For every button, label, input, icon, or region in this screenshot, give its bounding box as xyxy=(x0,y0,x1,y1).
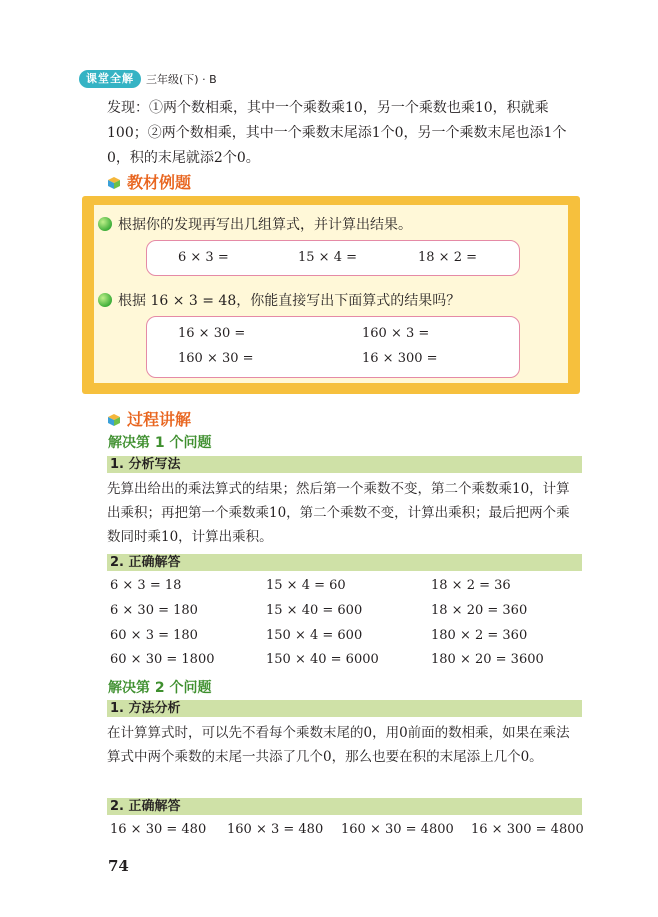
example-section-title: 教材例题 xyxy=(127,173,192,192)
answer-cell: 6 × 30 = 180 xyxy=(110,603,198,618)
question-2-text: 根据 16 × 3 = 48，你能直接写出下面算式的结果吗？ xyxy=(118,293,461,309)
question-1-text: 根据你的发现再写出几组算式，并计算出结果。 xyxy=(118,217,412,233)
answer-cell: 16 × 300 = 4800 xyxy=(471,822,584,837)
answer-cell: 160 × 30 = 4800 xyxy=(341,822,454,837)
problem-2-step-2-bar: 2. 正确解答 xyxy=(107,798,582,815)
question-2 xyxy=(98,290,460,310)
intro-paragraph: 发现：①两个数相乘，其中一个乘数乘10，另一个乘数也乘10，积就乘100；②两个数相乘，其中一个乘数末尾添1个0，另一个乘数末尾也添1个0，积的末尾就添2个0。 xyxy=(107,100,567,166)
answer-cell: 180 × 2 = 360 xyxy=(431,628,528,643)
problem-2-title: 解决第 2 个问题 xyxy=(108,680,212,696)
answer-cell: 18 × 2 = 36 xyxy=(431,578,511,593)
q1-expr: 15 × 4 = xyxy=(298,250,357,265)
q2-expr: 160 × 3 = xyxy=(362,326,430,341)
answer-cell: 15 × 4 = 60 xyxy=(266,578,346,593)
answer-cell: 160 × 3 = 480 xyxy=(227,822,324,837)
cube-icon xyxy=(107,413,121,427)
bullet-icon xyxy=(98,293,112,307)
cube-icon xyxy=(107,176,121,190)
answer-cell: 6 × 3 = 18 xyxy=(110,578,182,593)
answer-cell: 60 × 30 = 1800 xyxy=(110,652,215,667)
process-section-title: 过程讲解 xyxy=(127,410,192,429)
question-1 xyxy=(98,214,412,234)
q2-expr: 16 × 30 = xyxy=(178,326,246,341)
problem-2-step-1-bar: 1. 方法分析 xyxy=(107,700,582,717)
grade-label: 三年级(下) · B xyxy=(146,73,217,86)
q2-expr: 16 × 300 = xyxy=(362,351,438,366)
example-section-heading xyxy=(107,170,191,193)
answer-cell: 150 × 4 = 600 xyxy=(266,628,363,643)
answer-cell: 60 × 3 = 180 xyxy=(110,628,198,643)
q1-expr: 6 × 3 = xyxy=(178,250,229,265)
book-logo: 课堂全解 xyxy=(79,70,141,88)
problem-1-title: 解决第 1 个问题 xyxy=(108,435,212,451)
q2-expr: 160 × 30 = xyxy=(178,351,254,366)
process-section-heading xyxy=(107,407,191,430)
answer-cell: 16 × 30 = 480 xyxy=(110,822,207,837)
answer-cell: 15 × 40 = 600 xyxy=(266,603,363,618)
bullet-icon xyxy=(98,217,112,231)
page-number: 74 xyxy=(108,857,129,875)
answer-cell: 180 × 20 = 3600 xyxy=(431,652,544,667)
answer-cell: 18 × 20 = 360 xyxy=(431,603,528,618)
problem-1-analysis: 先算出给出的乘法算式的结果；然后第一个乘数不变，第二个乘数乘10，计算出乘积；再把第一个乘数乘10，第二个乘数不变，计算出乘积；最后把两个乘数同时乘10，计算出乘积。 xyxy=(107,481,570,545)
problem-1-step-1-bar: 1. 分析写法 xyxy=(107,456,582,473)
problem-1-step-2-bar: 2. 正确解答 xyxy=(107,554,582,571)
problem-2-analysis: 在计算算式时，可以先不看每个乘数末尾的0，用0前面的数相乘，如果在乘法算式中两个乘数的末尾一共添了几个0，那么也要在积的末尾添上几个0。 xyxy=(107,725,570,765)
answer-cell: 150 × 40 = 6000 xyxy=(266,652,379,667)
q1-expr: 18 × 2 = xyxy=(418,250,477,265)
